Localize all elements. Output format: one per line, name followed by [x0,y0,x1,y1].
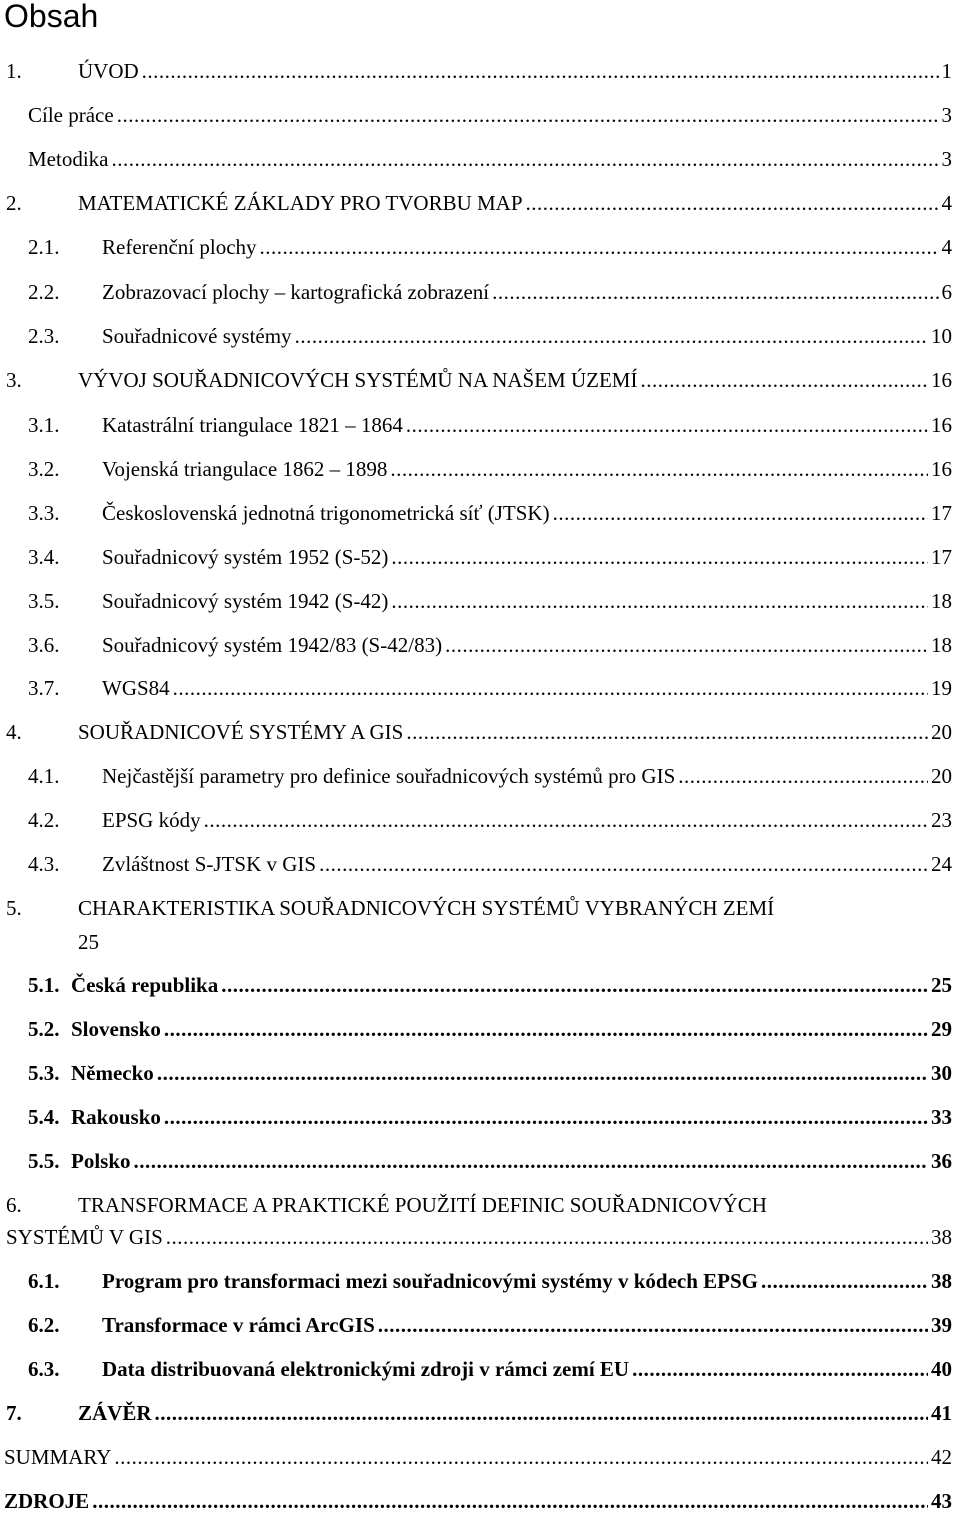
toc-entry-page: 42 [931,1445,952,1469]
toc-entry-number: 6.1. [28,1269,60,1293]
toc-entry-6-2[interactable] [28,1310,952,1340]
toc-entry-label: CHARAKTERISTIKA SOUŘADNICOVÝCH SYSTÉMŮ VYBRANÝCH ZEMÍ [78,896,775,920]
toc-entry-3-3[interactable] [28,498,952,528]
toc-entry-4-1[interactable] [28,761,952,791]
toc-leader [92,1486,928,1516]
toc-entry-label: Německo [71,1061,154,1085]
toc-entry-page: 33 [931,1105,952,1129]
toc-entry-page: 4 [941,191,952,215]
toc-entry-label-continued: SYSTÉMŮ V GIS [6,1225,163,1249]
toc-entry-3-2[interactable] [28,454,952,484]
toc-entry-4[interactable] [6,717,952,747]
toc-entry-page: 30 [931,1061,952,1085]
toc-entry-5-5[interactable] [28,1146,952,1176]
toc-leader [164,1102,928,1132]
toc-entry-number: 5.2. [28,1017,60,1041]
toc-entry-number: 3. [6,368,22,392]
toc-entry-label: MATEMATICKÉ ZÁKLADY PRO TVORBU MAP [78,191,523,215]
toc-entry-page: 36 [931,1149,952,1173]
toc-entry-label: Zvláštnost S-JTSK v GIS [102,852,317,876]
toc-entry-page: 38 [931,1225,952,1249]
toc-leader [406,717,928,747]
toc-entry-3-7[interactable] [28,673,952,703]
toc-entry-page: 18 [931,633,952,657]
toc-entry-page: 40 [931,1357,952,1381]
toc-leader [134,1146,928,1176]
toc-entry-number: 2.2. [28,280,60,304]
toc-leader [553,498,928,528]
toc-entry-page: 41 [931,1401,952,1425]
toc-entry-number: 5.3. [28,1061,60,1085]
toc-entry-number: 3.2. [28,457,60,481]
toc-entry-6-1[interactable] [28,1266,952,1296]
toc-entry-page: 4 [941,235,952,259]
toc-entry-number: 3.1. [28,413,60,437]
toc-entry-label: Zobrazovací plochy – kartografická zobrazení [102,280,490,304]
toc-entry-page: 24 [931,852,952,876]
toc-entry-metodika[interactable] [28,144,952,174]
toc-entry-page: 17 [931,501,952,525]
toc-leader [391,542,928,572]
toc-leader [260,232,939,262]
page-title: Obsah [4,0,99,34]
toc-entry-number: 7. [6,1401,22,1425]
toc-entry-3-6[interactable] [28,630,952,660]
toc-entry-page: 3 [941,103,952,127]
toc-leader [390,454,928,484]
toc-entry-4-3[interactable] [28,849,952,879]
toc-entry-label: Referenční plochy [102,235,257,259]
toc-entry-number: 6. [6,1193,22,1217]
toc-entry-label: Cíle práce [28,103,114,127]
toc-entry-5[interactable] [6,893,952,923]
toc-leader [445,630,928,660]
toc-leader [678,761,928,791]
toc-entry-zdroje[interactable] [4,1486,952,1516]
toc-entry-number: 3.5. [28,589,60,613]
toc-entry-label: Katastrální triangulace 1821 – 1864 [102,413,403,437]
toc-leader [406,410,928,440]
toc-entry-page: 10 [931,324,952,348]
toc-entry-label: Program pro transformaci mezi souřadnicovými systémy v kódech EPSG [102,1269,758,1293]
toc-leader [295,321,928,351]
toc-entry-2-3[interactable] [28,321,952,351]
toc-entry-number: 6.2. [28,1313,60,1337]
toc-entry-page: 25 [931,973,952,997]
toc-entry-number: 6.3. [28,1357,60,1381]
toc-entry-summary[interactable] [4,1442,952,1472]
toc-entry-label: TRANSFORMACE A PRAKTICKÉ POUŽITÍ DEFINIC SOUŘADNICOVÝCH [78,1193,767,1217]
toc-entry-5-4[interactable] [28,1102,952,1132]
toc-entry-6-continued[interactable] [6,1222,952,1252]
toc-entry-page: 16 [931,368,952,392]
toc-entry-label: Souřadnicový systém 1942/83 (S-42/83) [102,633,443,657]
toc-entry-page: 20 [931,764,952,788]
toc-entry-number: 3.6. [28,633,60,657]
toc-entry-label: EPSG kódy [102,808,201,832]
toc-entry-number: 3.4. [28,545,60,569]
toc-entry-page: 39 [931,1313,952,1337]
toc-entry-label: Česká republika [71,973,219,997]
toc-leader [492,277,938,307]
toc-entry-number: 4.3. [28,852,60,876]
toc-entry-6[interactable] [6,1190,952,1220]
toc-leader [204,805,928,835]
toc-entry-5-1[interactable] [28,970,952,1000]
toc-entry-label: Slovensko [71,1017,161,1041]
toc-entry-page: 43 [931,1489,952,1513]
toc-entry-label: SOUŘADNICOVÉ SYSTÉMY A GIS [78,720,404,744]
toc-entry-number: 2. [6,191,22,215]
toc-leader [526,188,939,218]
toc-entry-page: 1 [941,59,952,83]
toc-entry-number: 1. [6,59,22,83]
toc-entry-label: WGS84 [102,676,170,700]
toc-leader [111,144,938,174]
toc-entry-page: 16 [931,457,952,481]
toc-entry-4-2[interactable] [28,805,952,835]
toc-entry-number: 5. [6,896,22,920]
toc-entry-page: 20 [931,720,952,744]
toc-leader [157,1058,928,1088]
toc-entry-label: Rakousko [71,1105,161,1129]
toc-entry-6-3[interactable] [28,1354,952,1384]
toc-leader [378,1310,928,1340]
toc-entry-2-1[interactable] [28,232,952,262]
toc-entry-5-page[interactable]: 25 [78,930,99,954]
toc-entry-page: 38 [931,1269,952,1293]
toc-entry-label: ZÁVĚR [78,1401,152,1425]
toc-entry-page: 6 [941,280,952,304]
toc-entry-number: 5.4. [28,1105,60,1129]
toc-entry-label: SUMMARY [4,1445,112,1469]
toc-entry-label: Nejčastější parametry pro definice souřadnicových systémů pro GIS [102,764,676,788]
toc-entry-3-5[interactable] [28,586,952,616]
toc-leader [164,1014,928,1044]
toc-leader [632,1354,928,1384]
toc-entry-number: 4.2. [28,808,60,832]
toc-leader [640,365,928,395]
toc-entry-3[interactable] [6,365,952,395]
toc-leader [173,673,928,703]
toc-entry-page: 17 [931,545,952,569]
toc-entry-number: 5.5. [28,1149,60,1173]
toc-leader [221,970,928,1000]
toc-entry-1[interactable] [6,56,952,86]
toc-entry-number: 3.7. [28,676,60,700]
toc-entry-label: ÚVOD [78,59,139,83]
toc-entry-2-2[interactable] [28,277,952,307]
toc-leader [166,1222,928,1252]
toc-entry-number: 2.3. [28,324,60,348]
toc-leader [155,1398,928,1428]
toc-entry-label: Československá jednotná trigonometrická síť (JTSK) [102,501,550,525]
toc-entry-number: 5.1. [28,973,60,997]
toc-entry-label: Souřadnicový systém 1942 (S-42) [102,589,389,613]
toc-entry-label: VÝVOJ SOUŘADNICOVÝCH SYSTÉMŮ NA NAŠEM ÚZEMÍ [78,368,638,392]
toc-entry-label: ZDROJE [4,1489,90,1513]
toc-entry-page: 16 [931,413,952,437]
toc-entry-page: 19 [931,676,952,700]
toc-leader [142,56,939,86]
toc-entry-2[interactable] [6,188,952,218]
toc-entry-number: 4.1. [28,764,60,788]
toc-leader [761,1266,928,1296]
toc-leader [117,100,939,130]
toc-entry-5-3[interactable] [28,1058,952,1088]
toc-entry-number: 2.1. [28,235,60,259]
toc-entry-label: Transformace v rámci ArcGIS [102,1313,375,1337]
toc-entry-label: Vojenská triangulace 1862 – 1898 [102,457,388,481]
toc-entry-7[interactable] [6,1398,952,1428]
toc-entry-page: 29 [931,1017,952,1041]
toc-entry-page: 23 [931,808,952,832]
toc-entry-number: 3.3. [28,501,60,525]
toc-entry-label: Souřadnicové systémy [102,324,292,348]
toc-entry-3-1[interactable] [28,410,952,440]
toc-leader [319,849,928,879]
toc-entry-page: 18 [931,589,952,613]
toc-entry-label: Polsko [71,1149,131,1173]
toc-entry-label: Data distribuovaná elektronickými zdroji v rámci zemí EU [102,1357,630,1381]
toc-entry-3-4[interactable] [28,542,952,572]
toc-entry-label: Souřadnicový systém 1952 (S-52) [102,545,389,569]
toc-entry-number: 4. [6,720,22,744]
toc-entry-page: 3 [941,147,952,171]
toc-leader [391,586,928,616]
toc-entry-5-2[interactable] [28,1014,952,1044]
toc-leader [114,1442,928,1472]
toc-entry-label: Metodika [28,147,109,171]
toc-entry-cile-prace[interactable] [28,100,952,130]
